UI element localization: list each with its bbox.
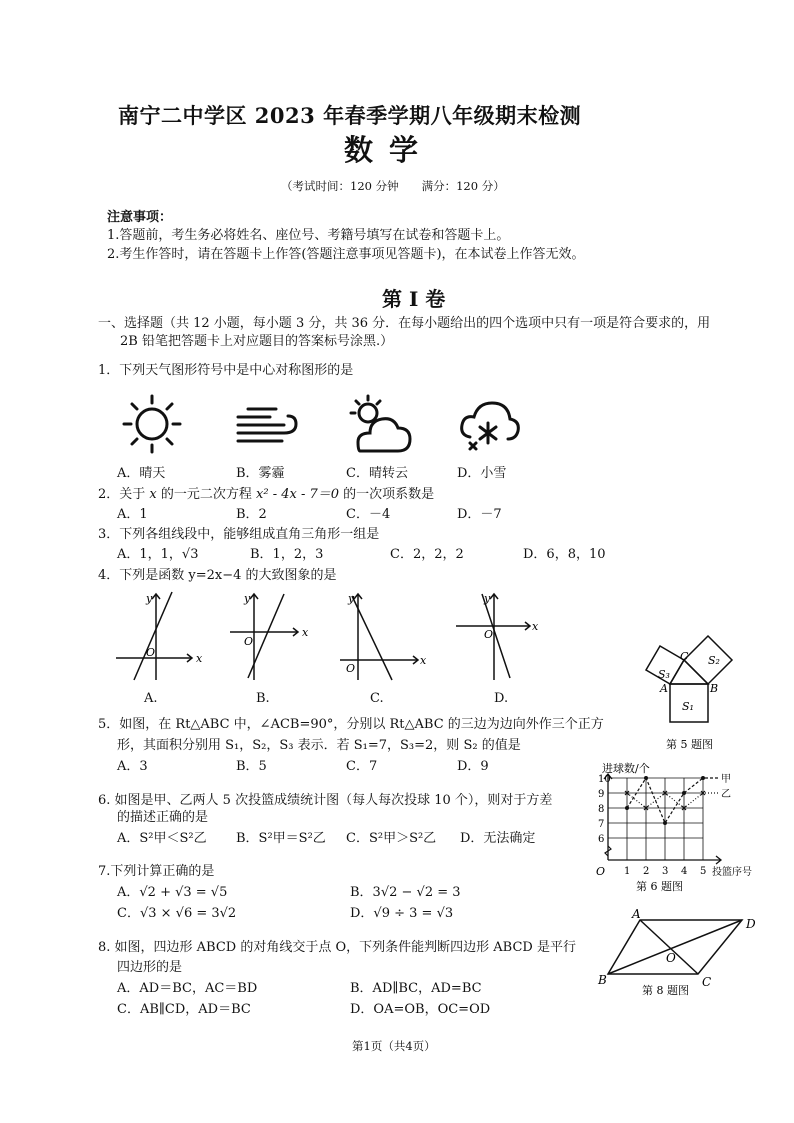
- q4-graph-b: [226, 588, 316, 683]
- q8-option-a: A．AD＝BC，AC＝BD: [117, 981, 258, 996]
- q4b-x-label: x: [302, 626, 309, 639]
- q4-option-b: B.: [256, 691, 270, 706]
- q4-graph-a: [112, 588, 202, 683]
- q4-option-c: C.: [370, 691, 384, 706]
- q8-label-o: O: [666, 951, 676, 965]
- q4-graph-c: [336, 588, 426, 683]
- light-snow-icon: [456, 393, 526, 457]
- notice-item-2: 2.考生作答时，请在答题卡上作答(答题注意事项见答题卡)，在本试卷上作答无效。: [107, 247, 585, 262]
- q8-label-b: B: [598, 973, 607, 987]
- q6-series-point: [644, 776, 648, 780]
- q1-option-b: B．雾霾: [236, 466, 285, 481]
- q4-option-a: A.: [144, 691, 158, 706]
- q6-option-c: C．S²甲＞S²乙: [346, 831, 437, 846]
- q7-option-c: C．√3 × √6 = 3√2: [117, 906, 237, 921]
- q5-option-b: B．5: [236, 759, 267, 774]
- q4a-x-label: x: [196, 652, 202, 665]
- q8-line2: 四边形的是: [117, 960, 183, 975]
- q1-option-d: D．小雪: [457, 466, 507, 481]
- q4-option-d: D.: [494, 691, 509, 706]
- q2-option-a: A．1: [117, 507, 148, 522]
- q3-option-b: B．1，2，3: [250, 547, 324, 562]
- q3-option-a: A．1，1，√3: [117, 547, 199, 562]
- q2-option-c: C．－4: [346, 507, 391, 522]
- q3-option-c: C．2，2，2: [390, 547, 464, 562]
- part1-intro-line1: 一、选择题（共 12 小题，每小题 3 分，共 36 分．在每小题给出的四个选项中只有一项是符合要求的，用: [98, 316, 711, 331]
- q5-label-s1: S₁: [682, 700, 694, 713]
- notice-item-1: 1.答题前，考生务必将姓名、座位号、考籍号填写在试卷和答题卡上。: [107, 228, 510, 243]
- q5-option-c: C．7: [346, 759, 378, 774]
- q4d-y-label: y: [484, 592, 491, 605]
- q6-chart: [586, 760, 766, 895]
- exam-title: 南宁二中学区 2023 年春季学期八年级期末检测: [118, 103, 582, 128]
- q8-label-a: A: [632, 908, 641, 921]
- q6-y-tick-label: 8: [598, 804, 605, 815]
- q1-option-c: C．晴转云: [346, 466, 408, 481]
- q5-label-b: B: [710, 682, 719, 695]
- q4c-x-label: x: [420, 654, 426, 667]
- section-title: 第 I 卷: [382, 287, 446, 311]
- q6-x-tick-label: 4: [681, 866, 688, 877]
- q8-option-b: B．AD∥BC，AD=BC: [350, 981, 482, 996]
- q4a-y-label: y: [146, 592, 153, 605]
- q6-y-tick-label: 6: [598, 834, 605, 845]
- q3-option-d: D．6，8，10: [523, 547, 606, 562]
- q4c-origin: O: [346, 662, 356, 675]
- q8-caption: 第 8 题图: [642, 984, 689, 997]
- q6-option-d: D．无法确定: [460, 831, 536, 846]
- notice-heading: 注意事项：: [107, 210, 173, 225]
- q6-x-tick-label: 3: [662, 866, 669, 877]
- q4-stem: 4．下列是函数 y=2x−4 的大致图象的是: [98, 568, 337, 583]
- q4b-origin: O: [244, 635, 254, 648]
- q1-option-a: A．晴天: [117, 466, 166, 481]
- q7-option-d: D．√9 ÷ 3 = √3: [350, 906, 454, 921]
- q5-label-s2: S₂: [708, 654, 720, 667]
- q8-option-d: D．OA=OB，OC=OD: [350, 1002, 491, 1017]
- q5-caption: 第 5 题图: [666, 738, 713, 751]
- q6-y-tick-label: 7: [598, 819, 605, 830]
- q8-figure: [594, 908, 764, 1023]
- q8-option-c: C．AB∥CD，AD＝BC: [117, 1002, 251, 1017]
- q7-option-b: B．3√2 − √2 = 3: [350, 885, 461, 900]
- q5-option-a: A．3: [117, 759, 148, 774]
- q5-line1: 5．如图，在 Rt△ABC 中，∠ACB=90°，分别以 Rt△ABC 的三边为边向外作三个正方: [98, 717, 604, 732]
- q4a-origin: O: [146, 646, 156, 659]
- q6-series-point: [625, 806, 629, 810]
- q7-stem: 7.下列计算正确的是: [98, 864, 215, 879]
- q6-series-point: [663, 821, 667, 825]
- q6-x-axis-label: 投篮序号: [712, 867, 752, 878]
- sunny-to-cloudy-icon: [346, 393, 416, 457]
- q6-y-tick-label: 9: [598, 789, 605, 800]
- q6-legend-label: 乙: [721, 789, 731, 800]
- q6-x-tick-label: 1: [624, 866, 631, 877]
- q5-label-a: A: [660, 682, 668, 695]
- q6-caption: 第 6 题图: [636, 880, 683, 893]
- q8-label-c: C: [702, 975, 712, 989]
- q2-option-b: B．2: [236, 507, 267, 522]
- q6-line2: 的描述正确的是: [117, 810, 209, 825]
- q5-label-s3: S₃: [658, 668, 670, 681]
- q5-label-c: C: [680, 650, 689, 663]
- subject-title: 数学: [344, 133, 435, 167]
- q6-series-point: [682, 791, 686, 795]
- q1-stem: 1．下列天气图形符号中是中心对称图形的是: [98, 363, 354, 378]
- q6-option-a: A．S²甲＜S²乙: [117, 831, 207, 846]
- q6-legend-label: 甲: [721, 774, 731, 785]
- q6-origin-label: O: [596, 865, 606, 878]
- q6-series-point: [701, 776, 705, 780]
- q7-option-a: A．√2 + √3 = √5: [117, 885, 228, 900]
- q5-option-d: D．9: [457, 759, 489, 774]
- q6-line1: 6. 如图是甲、乙两人 5 次投篮成绩统计图（每人每次投球 10 个），则对于方差: [98, 793, 553, 808]
- q4d-origin: O: [484, 628, 494, 641]
- q6-x-tick-label: 5: [700, 866, 707, 877]
- q4c-y-label: y: [348, 592, 355, 605]
- exam-info: （考试时间：120 分钟 满分：120 分）: [281, 179, 505, 193]
- q6-x-tick-label: 2: [643, 866, 650, 877]
- part1-intro-line2: 2B 铅笔把答题卡上对应题目的答案标号涂黑.）: [120, 334, 394, 349]
- q2-stem: 2．关于 x 的一元二次方程 x² - 4x - 7＝0 的一次项系数是: [98, 487, 435, 502]
- sun-icon: [114, 392, 194, 456]
- q6-y-axis-label: 进球数/个: [602, 762, 650, 775]
- q8-label-d: D: [746, 917, 756, 931]
- haze-icon: [234, 403, 304, 447]
- q4b-y-label: y: [244, 592, 251, 605]
- q4d-x-label: x: [532, 620, 539, 633]
- q6-option-b: B．S²甲＝S²乙: [236, 831, 326, 846]
- page-footer: 第1页（共4页）: [352, 1039, 436, 1053]
- q6-y-tick-label: 10: [598, 774, 611, 785]
- q2-option-d: D．－7: [457, 507, 502, 522]
- q5-figure: [636, 628, 746, 753]
- q8-line1: 8. 如图，四边形 ABCD 的对角线交于点 O，下列条件能判断四边形 ABCD 是平行: [98, 940, 576, 955]
- q3-stem: 3．下列各组线段中，能够组成直角三角形一组是: [98, 527, 380, 542]
- q5-line2: 形，其面积分别用 S₁，S₂，S₃ 表示．若 S₁=7，S₃=2，则 S₂ 的值是: [117, 738, 521, 753]
- q4-graph-d: [452, 588, 542, 683]
